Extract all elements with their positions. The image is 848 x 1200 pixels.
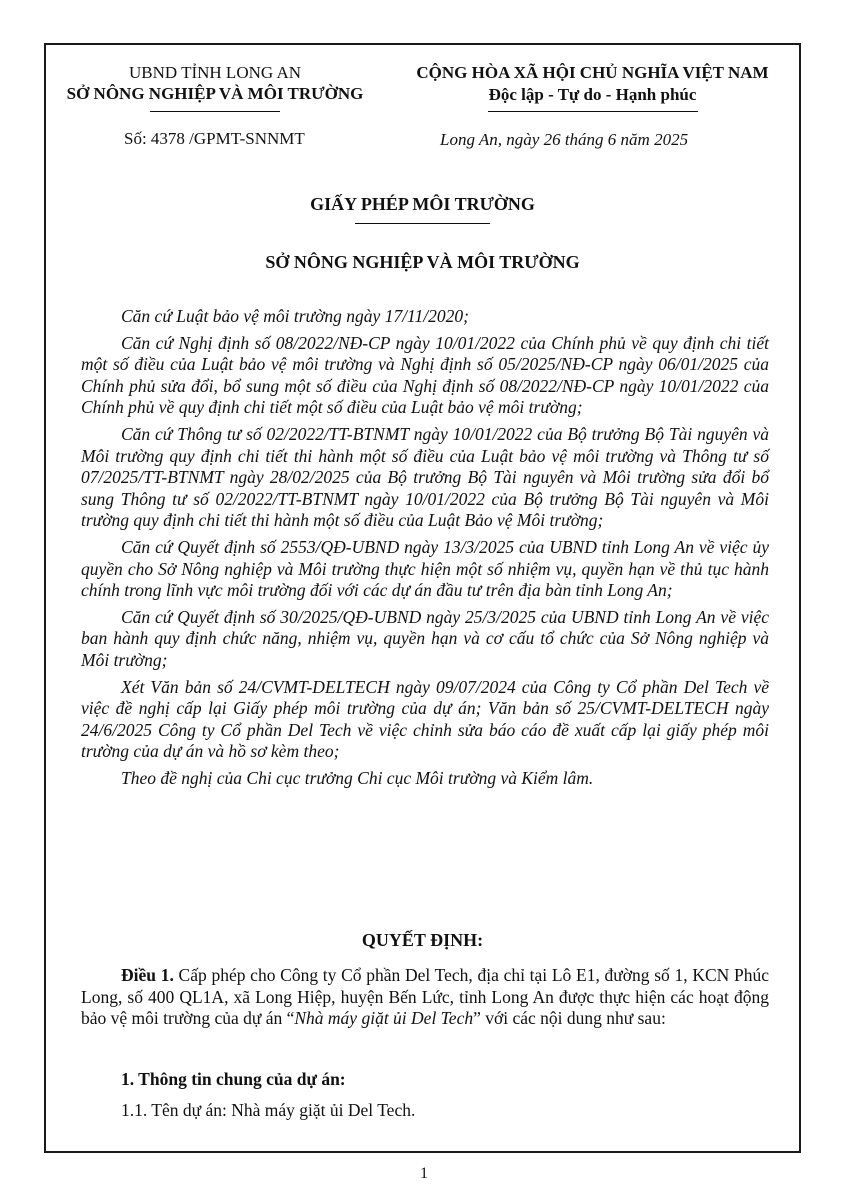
document-title: GIẤY PHÉP MÔI TRƯỜNG [310,194,535,214]
item-1-1: 1.1. Tên dự án: Nhà máy giặt ủi Del Tech. [121,1100,416,1120]
national-title: CỘNG HÒA XÃ HỘI CHỦ NGHĨA VIỆT NAM [416,63,769,82]
issuing-authority: SỞ NÔNG NGHIỆP VÀ MÔI TRƯỜNG [265,252,580,272]
article-1-text: Cấp phép cho Công ty Cổ phần Del Tech, địa chỉ tại Lô E1, đường số 1, KCN Phúc Long, số 400 QL1A, xã Long Hiệp, huyện Bến Lức, tỉnh Long An được thực hiện các hoạt động bảo vệ môi trường của dự án “ [81,965,770,1028]
article-1 [81,965,769,1030]
place-and-date: Long An, ngày 26 tháng 6 năm 2025 [440,130,689,149]
preamble [81,306,769,789]
left-header-underline [150,111,280,112]
national-motto: Độc lập - Tự do - Hạnh phúc [488,85,697,104]
right-header-underline [488,111,698,112]
project-name: Nhà máy giặt ủi Del Tech [294,1008,474,1028]
article-1-paragraph [81,965,769,1030]
article-1-label: Điều 1. [121,965,174,985]
document-number: Số: 4378 /GPMT-SNNMT [124,129,305,148]
article-1-text-end: ” với các nội dung như sau: [473,1008,666,1028]
section-1-heading: 1. Thông tin chung của dự án: [121,1069,346,1089]
title-underline [355,223,490,224]
decision-heading: QUYẾT ĐỊNH: [361,930,484,950]
preamble-item: Căn cứ Quyết định số 30/2025/QĐ-UBND ngày 25/3/2025 của UBND tỉnh Long An về việc ban hành quy định chức năng, nhiệm vụ, quyền hạn và cơ cấu tổ chức của Sở Nông nghiệp và Môi trường; [81,606,769,670]
page-number: 1 [420,1165,428,1182]
preamble-item: Căn cứ Quyết định số 2553/QĐ-UBND ngày 13/3/2025 của UBND tỉnh Long An về việc ủy quyền cho Sở Nông nghiệp và Môi trường thực hiện một số nhiệm vụ, quyền hạn về thủ tục hành chính trong lĩnh vực môi trường đối với các dự án đầu tư trên địa bàn tỉnh Long An; [81,536,769,601]
preamble-item: Căn cứ Luật bảo vệ môi trường ngày 17/11/2020; [121,306,469,326]
preamble-item: Theo đề nghị của Chi cục trưởng Chi cục Môi trường và Kiểm lâm. [121,767,594,788]
agency-name: UBND TỈNH LONG AN [128,63,302,82]
preamble-item: Căn cứ Thông tư số 02/2022/TT-BTNMT ngày 10/01/2022 của Bộ trưởng Bộ Tài nguyên và Môi trường quy định chi tiết thi hành một số điều của Luật bảo vệ môi trường và Thông tư số 07/2025/TT-BTNMT ngày 28/02/2025 của Bộ trưởng Bộ Tài nguyên và Môi trường sửa đổi bổ sung Thông tư số 02/2022/TT-BTNMT ngày 10/01/2022 của Bộ trưởng Bộ Tài nguyên và Môi trường quy định chi tiết thi hành một số điều của Luật Bảo vệ Môi trường; [81,423,769,531]
preamble-item: Xét Văn bản số 24/CVMT-DELTECH ngày 09/07/2024 của Công ty Cổ phần Del Tech về việc đề nghị cấp lại Giấy phép môi trường của dự án; Văn bản số 25/CVMT-DELTECH ngày 24/6/2025 Công ty Cổ phần Del Tech về việc chỉnh sửa báo cáo đề xuất cấp lại giấy phép môi trường của dự án và hồ sơ kèm theo; [81,676,769,762]
department-name: SỞ NÔNG NGHIỆP VÀ MÔI TRƯỜNG [66,84,364,103]
preamble-item: Căn cứ Nghị định số 08/2022/NĐ-CP ngày 10/01/2022 của Chính phủ về quy định chi tiết một số điều của Luật bảo vệ môi trường và Nghị định số 05/2025/NĐ-CP ngày 06/01/2025 của Chính phủ sửa đổi, bổ sung một số điều của Nghị định số 08/2022/NĐ-CP ngày 10/01/2022 của Chính phủ về quy định chi tiết một số điều của Luật bảo vệ môi trường; [81,332,769,418]
